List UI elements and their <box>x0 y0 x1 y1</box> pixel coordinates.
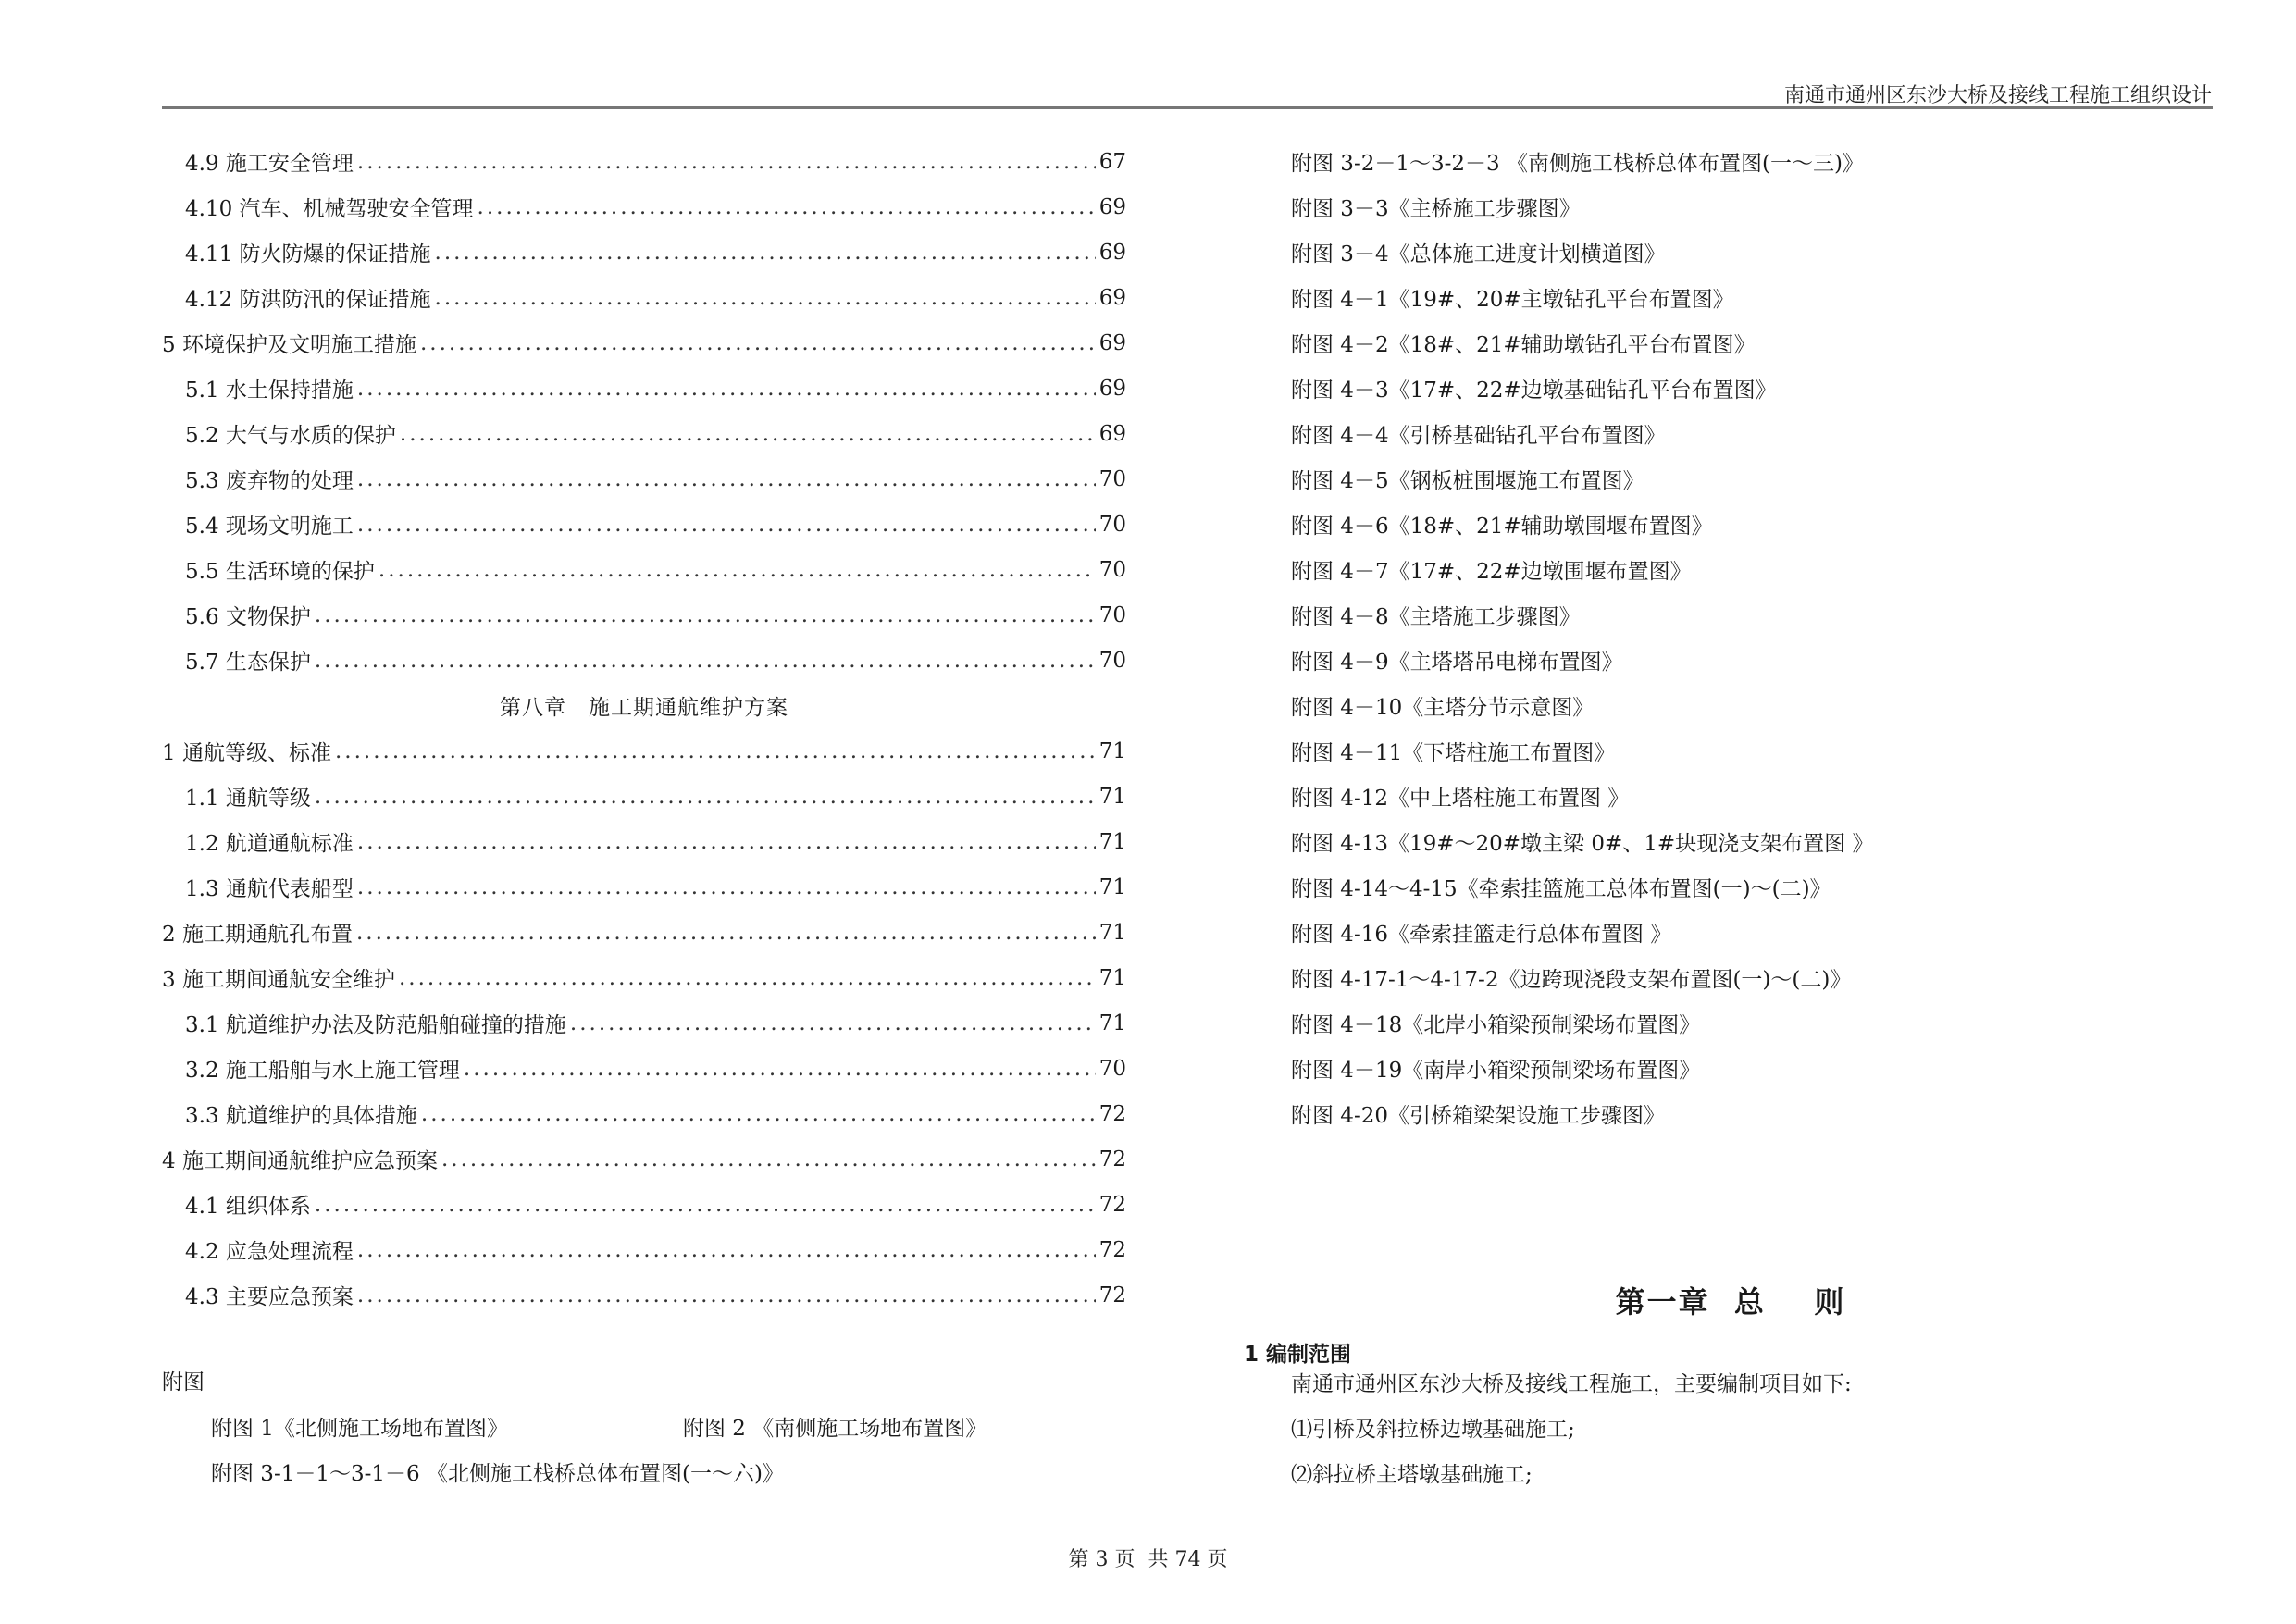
appendix-item[interactable]: 附图 3－3《主桥施工步骤图》 <box>1291 197 1581 221</box>
toc-entry-label: 3.2 施工船舶与水上施工管理 <box>185 1059 460 1083</box>
toc-entry-label: 4 施工期间通航维护应急预案 <box>162 1149 438 1173</box>
toc-leader-dots <box>357 150 1096 174</box>
toc-entry-page-number: 69 <box>1098 194 1126 219</box>
toc-entry[interactable] <box>162 864 1126 910</box>
appendix-item[interactable]: 附图 4－1《19#、20#主墩钻孔平台布置图》 <box>1291 288 1734 312</box>
appendix-item[interactable]: 附图 4－11《下塔柱施工布置图》 <box>1291 741 1616 765</box>
appendix-item[interactable]: 附图 2 《南侧施工场地布置图》 <box>683 1417 987 1441</box>
toc-entry-page-number: 70 <box>1098 1056 1126 1081</box>
toc-entry-label: 3 施工期间通航安全维护 <box>162 968 395 992</box>
appendix-figure-list <box>1291 139 1874 1136</box>
toc-entry-page-number: 72 <box>1098 1283 1126 1308</box>
appendix-item[interactable]: 附图 3-1－1～3-1－6 《北侧施工栈桥总体布置图(一～六)》 <box>211 1462 784 1486</box>
toc-entry-label: 5.3 废弃物的处理 <box>185 469 354 493</box>
appendix-item[interactable]: 附图 4－2《18#、21#辅助墩钻孔平台布置图》 <box>1291 333 1756 357</box>
appendix-item[interactable]: 附图 4-17-1～4-17-2《边跨现浇段支架布置图(一)～(二)》 <box>1291 968 1852 992</box>
toc-entry-label: 3.1 航道维护办法及防范船舶碰撞的措施 <box>185 1013 566 1037</box>
toc-entry-page-number: 71 <box>1098 965 1126 990</box>
toc-entry-label: 3.3 航道维护的具体措施 <box>185 1104 417 1128</box>
toc-entry-label: 5.5 生活环境的保护 <box>185 560 375 584</box>
toc-entry[interactable] <box>162 1182 1126 1227</box>
toc-entry[interactable] <box>162 366 1126 411</box>
toc-entry[interactable] <box>162 139 1126 184</box>
toc-entry-label: 4.1 组织体系 <box>185 1195 311 1219</box>
toc-entry-label: 5 环境保护及文明施工措施 <box>162 333 416 357</box>
toc-entry-label: 4.10 汽车、机械驾驶安全管理 <box>185 197 474 221</box>
toc-entry[interactable] <box>162 638 1126 683</box>
toc-entry-page-number: 70 <box>1098 512 1126 537</box>
toc-leader-dots <box>357 875 1096 899</box>
toc-entry-label: 4.9 施工安全管理 <box>185 152 354 176</box>
toc-leader-dots <box>435 241 1096 265</box>
toc-entry-label: 5.7 生态保护 <box>185 651 311 675</box>
toc-chapter8-heading: 第八章 施工期通航维护方案 <box>500 696 788 720</box>
page-footer: 第 3 页 共 74 页 <box>1068 1548 1228 1571</box>
toc-leader-dots <box>356 921 1096 945</box>
appendix-item[interactable]: 附图 4－6《18#、21#辅助墩围堰布置图》 <box>1291 514 1713 539</box>
toc-section-chapter7 <box>162 139 1126 683</box>
toc-entry-page-number: 70 <box>1098 648 1126 673</box>
toc-entry-page-number: 70 <box>1098 557 1126 582</box>
toc-leader-dots <box>357 513 1096 537</box>
appendix-item[interactable]: 附图 4-20《引桥箱梁架设施工步骤图》 <box>1291 1104 1665 1128</box>
toc-entry-page-number: 72 <box>1098 1192 1126 1217</box>
appendix-item[interactable]: 附图 1《北侧施工场地布置图》 <box>211 1417 508 1441</box>
appendix-item[interactable]: 附图 4－18《北岸小箱梁预制梁场布置图》 <box>1291 1013 1701 1037</box>
toc-entry[interactable] <box>162 819 1126 864</box>
appendix-item[interactable]: 附图 4－5《钢板桩围堰施工布置图》 <box>1291 469 1644 493</box>
toc-leader-dots <box>400 422 1096 446</box>
section-heading: 1 编制范围 <box>1244 1343 1352 1367</box>
toc-leader-dots <box>315 1193 1096 1217</box>
toc-entry-label: 5.4 现场文明施工 <box>185 514 354 539</box>
list-item: ⑵斜拉桥主塔墩基础施工; <box>1291 1463 1533 1487</box>
appendix-item[interactable]: 附图 4-12《中上塔柱施工布置图 》 <box>1291 787 1630 811</box>
toc-entry[interactable] <box>162 411 1126 456</box>
toc-leader-dots <box>315 785 1096 809</box>
toc-entry-page-number: 67 <box>1098 149 1126 174</box>
toc-entry-label: 4.2 应急处理流程 <box>185 1240 354 1264</box>
list-item: ⑴引桥及斜拉桥边墩基础施工; <box>1291 1418 1575 1442</box>
appendix-row <box>211 1457 784 1487</box>
toc-entry-label: 1.3 通航代表船型 <box>185 877 354 901</box>
toc-entry[interactable] <box>162 955 1126 1000</box>
appendix-item[interactable]: 附图 4－19《南岸小箱梁预制梁场布置图》 <box>1291 1059 1701 1083</box>
toc-entry-label: 5.6 文物保护 <box>185 605 311 629</box>
toc-entry[interactable] <box>162 1227 1126 1272</box>
toc-entry-page-number: 70 <box>1098 602 1126 627</box>
toc-leader-dots <box>357 377 1096 401</box>
toc-entry-page-number: 71 <box>1098 738 1126 763</box>
toc-leader-dots <box>435 286 1096 310</box>
document-header-title: 南通市通州区东沙大桥及接线工程施工组织设计 <box>1783 84 2212 107</box>
appendix-label: 附图 <box>162 1370 205 1395</box>
toc-entry-page-number: 72 <box>1098 1147 1126 1172</box>
body-paragraph: 南通市通州区东沙大桥及接线工程施工，主要编制项目如下: <box>1291 1372 1852 1396</box>
toc-entry[interactable] <box>162 229 1126 275</box>
toc-entry-page-number: 69 <box>1098 285 1126 310</box>
toc-leader-dots <box>357 830 1096 854</box>
toc-entry-label: 2 施工期通航孔布置 <box>162 923 353 947</box>
appendix-item[interactable]: 附图 4-14～4-15《牵索挂篮施工总体布置图(一)～(二)》 <box>1291 877 1831 901</box>
toc-entry[interactable] <box>162 1000 1126 1046</box>
toc-entry[interactable] <box>162 184 1126 229</box>
toc-entry-page-number: 71 <box>1098 920 1126 945</box>
appendix-item[interactable]: 附图 4－7《17#、22#边墩围堰布置图》 <box>1291 560 1692 584</box>
appendix-item[interactable]: 附图 3-2－1～3-2－3 《南侧施工栈桥总体布置图(一～三)》 <box>1291 152 1864 176</box>
toc-leader-dots <box>357 467 1096 491</box>
toc-entry[interactable] <box>162 774 1126 819</box>
toc-leader-dots <box>399 966 1096 990</box>
toc-leader-dots <box>441 1147 1096 1172</box>
toc-entry-page-number: 69 <box>1098 421 1126 446</box>
toc-entry-page-number: 71 <box>1098 874 1126 899</box>
toc-entry-page-number: 70 <box>1098 466 1126 491</box>
appendix-item[interactable]: 附图 4－4《引桥基础钻孔平台布置图》 <box>1291 424 1666 448</box>
toc-leader-dots <box>357 1238 1096 1262</box>
toc-entry[interactable] <box>162 275 1126 320</box>
toc-entry-label: 5.2 大气与水质的保护 <box>185 424 396 448</box>
toc-leader-dots <box>315 649 1096 673</box>
toc-entry-page-number: 69 <box>1098 376 1126 401</box>
toc-entry-page-number: 71 <box>1098 1010 1126 1035</box>
chapter-1-title: 第一章 总 则 <box>1615 1284 1846 1320</box>
appendix-item[interactable]: 附图 4－9《主塔塔吊电梯布置图》 <box>1291 651 1623 675</box>
toc-entry[interactable] <box>162 1272 1126 1318</box>
toc-entry[interactable] <box>162 1136 1126 1182</box>
table-of-contents <box>162 139 1126 1318</box>
appendix-item[interactable]: 附图 4－10《主塔分节示意图》 <box>1291 696 1595 720</box>
appendix-item[interactable]: 附图 3－4《总体施工进度计划横道图》 <box>1291 242 1666 267</box>
toc-leader-dots <box>357 1283 1096 1308</box>
toc-leader-dots <box>335 739 1096 763</box>
toc-leader-dots <box>478 195 1096 219</box>
toc-entry[interactable] <box>162 1091 1126 1136</box>
toc-entry[interactable] <box>162 456 1126 502</box>
toc-leader-dots <box>570 1011 1096 1035</box>
toc-leader-dots <box>464 1057 1096 1081</box>
header-divider <box>162 106 2213 109</box>
toc-leader-dots <box>420 331 1096 355</box>
toc-entry[interactable] <box>162 910 1126 955</box>
toc-entry-label: 5.1 水土保持措施 <box>185 378 354 403</box>
toc-leader-dots <box>379 558 1096 582</box>
toc-entry-label: 1 通航等级、标准 <box>162 741 331 765</box>
appendix-item[interactable]: 附图 4－8《主塔施工步骤图》 <box>1291 605 1581 629</box>
toc-leader-dots <box>315 603 1096 627</box>
toc-entry-page-number: 69 <box>1098 330 1126 355</box>
toc-entry-label: 1.1 通航等级 <box>185 787 311 811</box>
toc-entry[interactable] <box>162 1046 1126 1091</box>
toc-entry-label: 4.12 防洪防汛的保证措施 <box>185 288 431 312</box>
toc-entry-page-number: 72 <box>1098 1101 1126 1126</box>
toc-entry[interactable] <box>162 728 1126 774</box>
toc-entry[interactable] <box>162 592 1126 638</box>
toc-section-chapter8 <box>162 728 1126 1318</box>
toc-entry-label: 1.2 航道通航标准 <box>185 832 354 856</box>
toc-entry-label: 4.11 防火防爆的保证措施 <box>185 242 431 267</box>
toc-entry-page-number: 72 <box>1098 1237 1126 1262</box>
toc-entry[interactable] <box>162 547 1126 592</box>
appendix-item[interactable]: 附图 4－3《17#、22#边墩基础钻孔平台布置图》 <box>1291 378 1777 403</box>
toc-entry[interactable] <box>162 320 1126 366</box>
appendix-item[interactable]: 附图 4-13《19#～20#墩主梁 0#、1#块现浇支架布置图 》 <box>1291 832 1874 856</box>
appendix-row <box>211 1411 987 1442</box>
toc-entry-page-number: 69 <box>1098 240 1126 265</box>
toc-entry-page-number: 71 <box>1098 829 1126 854</box>
toc-entry-label: 4.3 主要应急预案 <box>185 1285 354 1309</box>
toc-entry-page-number: 71 <box>1098 784 1126 809</box>
toc-leader-dots <box>421 1102 1096 1126</box>
appendix-item[interactable]: 附图 4-16《牵索挂篮走行总体布置图 》 <box>1291 923 1672 947</box>
toc-entry[interactable] <box>162 502 1126 547</box>
